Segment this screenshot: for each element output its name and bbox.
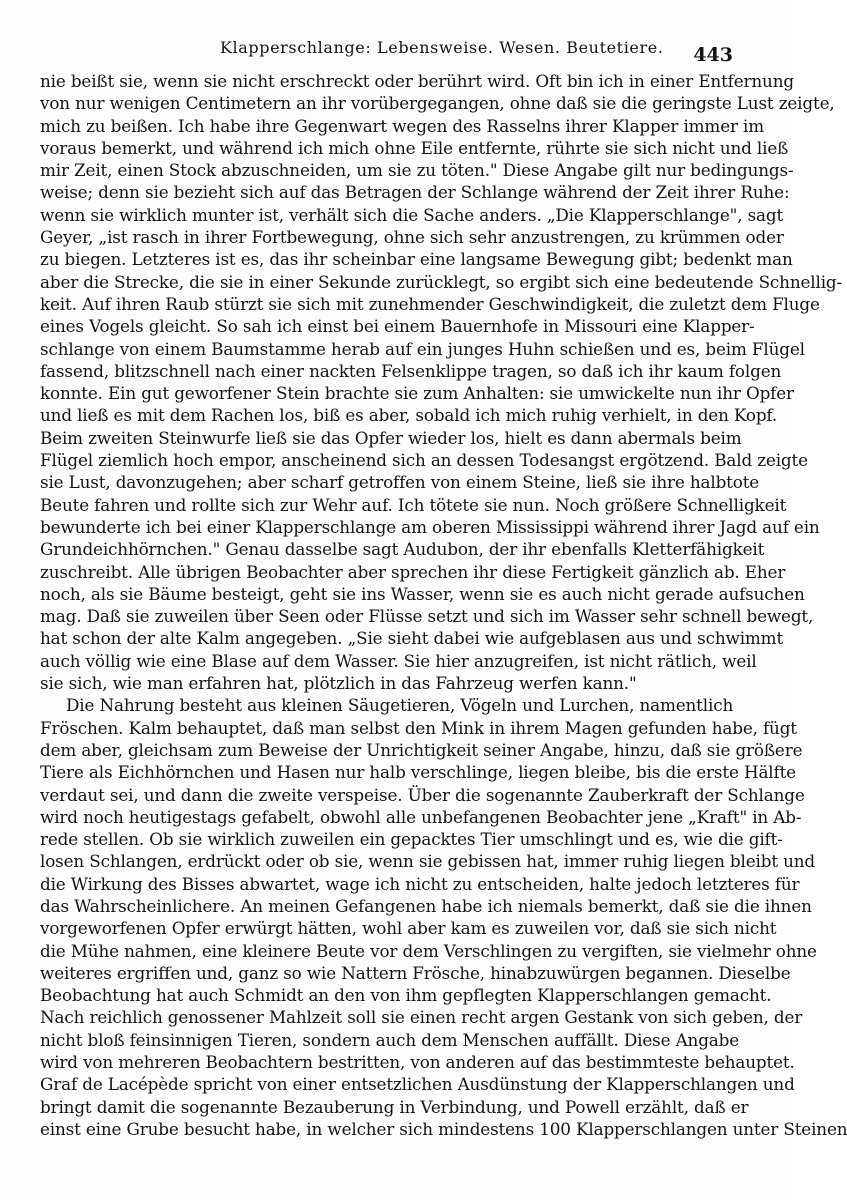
text-line: hat schon der alte Kalm angegeben. „Sie sieht dabei wie aufgeblasen aus und schwimmt: [40, 628, 784, 649]
text-line: wird von mehreren Beobachtern bestritten, von anderen auf das bestimmteste behauptet.: [40, 1052, 795, 1073]
text-line: mich zu beißen. Ich habe ihre Gegenwart wegen des Rasselns ihrer Klapper immer im: [40, 115, 765, 136]
text-line: Geyer, „ist rasch in ihrer Fortbewegung, ohne sich sehr anzustrengen, zu krümmen oder: [40, 227, 784, 248]
text-line: noch, als sie Bäume besteigt, geht sie ins Wasser, wenn sie es auch nicht gerade aufsuchen: [40, 583, 805, 604]
text-line: Grundeichhörnchen." Genau dasselbe sagt Audubon, der ihr ebenfalls Kletterfähigkeit: [40, 539, 765, 560]
text-line: voraus bemerkt, und während ich mich ohne Eile entfernte, rührte sie sich nicht und ließ: [40, 137, 789, 158]
running-title: Klapperschlange: Lebensweise. Wesen. Beutetiere.: [220, 38, 664, 57]
text-line: Beim zweiten Steinwurfe ließ sie das Opfer wieder los, hielt es dann abermals beim: [40, 427, 742, 448]
text-line: mag. Daß sie zuweilen über Seen oder Flüsse setzt und sich im Wasser sehr schnell bewegt,: [40, 606, 814, 627]
text-line: bewunderte ich bei einer Klapperschlange am oberen Mississippi während ihrer Jagd auf ein: [40, 516, 820, 537]
text-line: eines Vogels gleicht. So sah ich einst bei einem Bauernhofe in Missouri eine Klapper-: [40, 316, 755, 337]
text-line: wenn sie wirklich munter ist, verhält sich die Sache anders. „Die Klapperschlange", sagt: [40, 204, 784, 225]
text-line: wird noch heutigestags gefabelt, obwohl alle unbefangenen Beobachter jene „Kraft" in Ab-: [40, 806, 802, 827]
text-line: konnte. Ein gut geworfener Stein brachte sie zum Anhalten: sie umwickelte nun ihr Opfer: [40, 383, 794, 404]
page-number: 443: [693, 44, 733, 66]
text-line: zu biegen. Letzteres ist es, das ihr scheinbar eine langsame Bewegung gibt; bedenkt man: [40, 249, 793, 270]
text-line: rede stellen. Ob sie wirklich zuweilen ein gepacktes Tier umschlingt und es, wie die gift-: [40, 829, 783, 850]
text-line: zuschreibt. Alle übrigen Beobachter aber sprechen ihr diese Fertigkeit gänzlich ab. Eher: [40, 561, 786, 582]
text-line: auch völlig wie eine Blase auf dem Wasser. Sie hier anzugreifen, ist nicht rätlich, weil: [40, 650, 757, 671]
text-line: Nach reichlich genossener Mahlzeit soll sie einen recht argen Gestank von sich geben, der: [40, 1007, 803, 1028]
text-line: aber die Strecke, die sie in einer Sekunde zurücklegt, so ergibt sich eine bedeutende Schnellig-: [40, 271, 843, 292]
text-line: einst eine Grube besucht habe, in welcher sich mindestens 100 Klapperschlangen unter Steinen: [40, 1118, 847, 1139]
text-line: nicht bloß feinsinnigen Tieren, sondern auch dem Menschen auffällt. Diese Angabe: [40, 1029, 740, 1050]
text-line: vorgeworfenen Opfer erwürgt hätten, wohl aber kam es zuweilen vor, daß sie sich nicht: [40, 918, 777, 939]
paragraph-1: [40, 70, 843, 694]
text-line: die Wirkung des Bisses abwartet, wage ich nicht zu entscheiden, halte jedoch letzteres für: [40, 873, 800, 894]
text-line: Beute fahren und rollte sich zur Wehr auf. Ich tötete sie nun. Noch größere Schnelligkeit: [40, 494, 787, 515]
text-line: Tiere als Eichhörnchen und Hasen nur halb verschlinge, liegen bleibe, bis die erste Hälfte: [40, 762, 796, 783]
text-line: keit. Auf ihren Raub stürzt sie sich mit zunehmender Geschwindigkeit, die zuletzt dem Fluge: [40, 293, 820, 314]
text-line: Beobachtung hat auch Schmidt an den von ihm gepflegten Klapperschlangen gemacht.: [40, 985, 772, 1006]
text-line: dem aber, gleichsam zum Beweise der Unrichtigkeit seiner Angabe, hinzu, daß sie größere: [40, 739, 803, 760]
text-line: Flügel ziemlich hoch empor, anscheinend sich an dessen Todesangst ergötzend. Bald zeigte: [40, 450, 808, 471]
text-line: das Wahrscheinlichere. An meinen Gefangenen habe ich niemals bemerkt, daß sie die ihnen: [40, 895, 812, 916]
text-line: von nur wenigen Centimetern an ihr vorübergegangen, ohne daß sie die geringste Lust zeigte,: [40, 93, 835, 114]
page-header: [40, 36, 733, 66]
text-line: und ließ es mit dem Rachen los, biß es aber, sobald ich mich ruhig verhielt, in den Kopf.: [40, 405, 778, 426]
text-line: die Mühe nahmen, eine kleinere Beute vor dem Verschlingen zu vergiften, sie vielmehr ohne: [40, 940, 817, 961]
text-line: Die Nahrung besteht aus kleinen Säugetieren, Vögeln und Lurchen, namentlich: [66, 695, 734, 716]
text-line: bringt damit die sogenannte Bezauberung in Verbindung, und Powell erzählt, daß er: [40, 1096, 749, 1117]
text-line: sie Lust, davonzugehen; aber scharf getroffen von einem Steine, ließ sie ihre halbtote: [40, 472, 760, 493]
text-line: mir Zeit, einen Stock abzuschneiden, um sie zu töten." Diese Angabe gilt nur bedingungs-: [40, 160, 794, 181]
text-line: nie beißt sie, wenn sie nicht erschreckt oder berührt wird. Oft bin ich in einer Entfernung: [40, 71, 794, 91]
text-line: Graf de Lacépède spricht von einer entsetzlichen Ausdünstung der Klapperschlangen und: [40, 1074, 795, 1095]
text-line: weiteres ergriffen und, ganz so wie Nattern Frösche, hinabzuwürgen begannen. Dieselbe: [40, 962, 791, 983]
text-line: losen Schlangen, erdrückt oder ob sie, wenn sie gebissen hat, immer ruhig liegen bleibt und: [40, 851, 816, 872]
body-text: [40, 70, 847, 1140]
text-line: schlange von einem Baumstamme herab auf ein junges Huhn schießen und es, beim Flügel: [40, 338, 805, 359]
text-line: verdaut sei, und dann die zweite verspeise. Über die sogenannte Zauberkraft der Schlange: [40, 784, 805, 805]
text-line: weise; denn sie bezieht sich auf das Betragen der Schlange während der Zeit ihrer Ruhe:: [40, 182, 790, 203]
text-line: Fröschen. Kalm behauptet, daß man selbst den Mink in ihrem Magen gefunden habe, fügt: [40, 717, 797, 738]
text-line: fassend, blitzschnell nach einer nackten Felsenklippe tragen, so daß ich ihr kaum folgen: [40, 360, 782, 381]
paragraph-2: [40, 694, 847, 1140]
text-line: sie sich, wie man erfahren hat, plötzlich in das Fahrzeug werfen kann.": [40, 673, 637, 694]
